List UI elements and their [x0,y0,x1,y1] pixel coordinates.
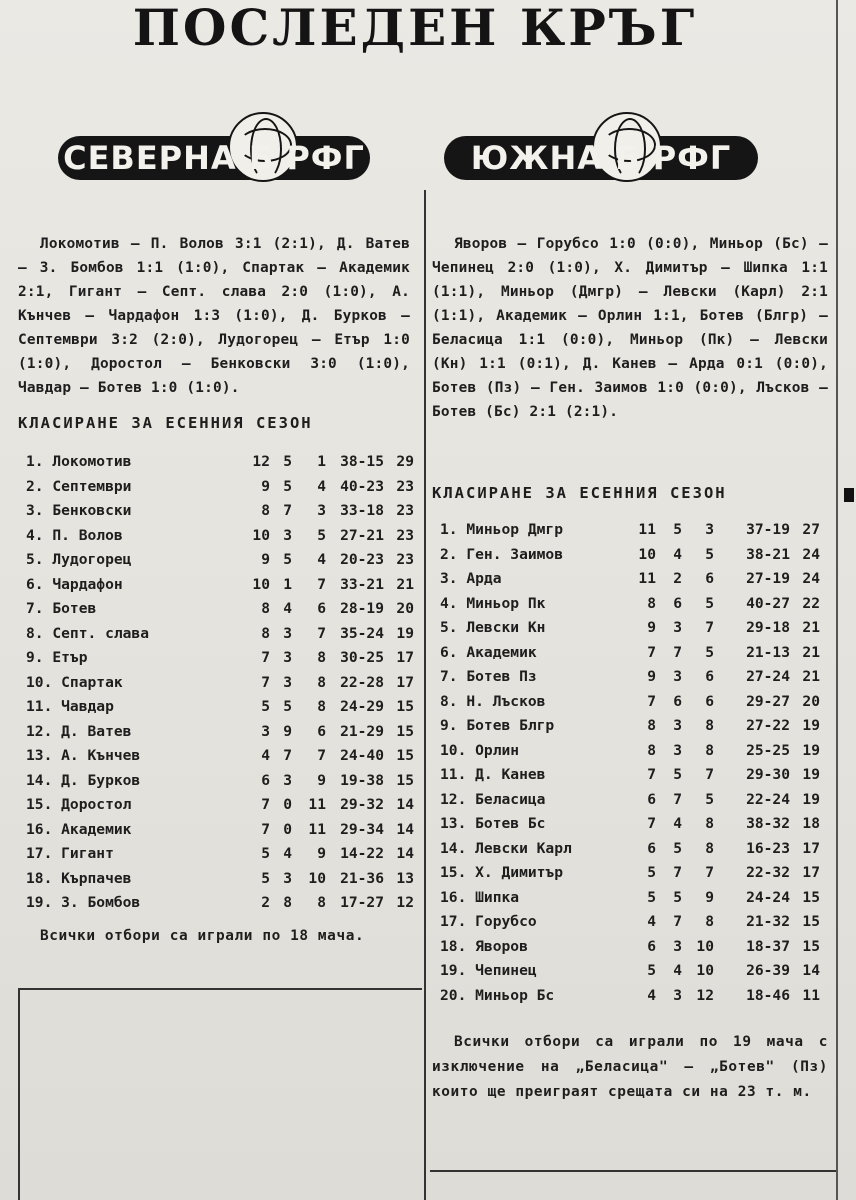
goal-ratio: 24-40 [340,747,384,764]
losses: 5 [705,545,714,563]
wins: 10 [638,545,656,563]
table-row [26,622,418,647]
goal-ratio: 29-27 [746,692,790,710]
table-row [26,597,418,622]
losses: 4 [317,551,326,568]
goal-ratio: 27-21 [340,526,384,544]
north-league-logo [58,112,370,184]
table-row [26,891,418,916]
points: 29 [396,453,414,470]
north-results-text: Локомотив — П. Волов 3:1 (2:1), Д. Ватев — З. Бомбов 1:1 (1:0), Спартак — Академик 2:1, Гигант — Септ. слава 2:0 (1:0), А. Кънчев — Чардафон 1:3 (1:0), Д. Бурков — Септември 3:2 (2:0), Лудогорец — Етър 1:0 (1:0), Доростол — Бенковски 3:0 (1:0), Чавдар — Ботев 1:0 (1:0). [18,236,410,396]
south-standings-title: КЛАСИРАНЕ ЗА ЕСЕННИЯ СЕЗОН [432,484,727,502]
goal-ratio: 37-19 [746,521,790,538]
points: 19 [802,717,820,734]
table-row [440,543,830,568]
north-results [18,232,410,400]
points: 14 [802,962,820,979]
draws: 3 [673,986,682,1004]
losses: 7 [705,766,714,783]
wins: 8 [647,594,656,612]
goal-ratio: 29-30 [746,766,790,783]
south-footnote [432,1030,828,1105]
wins: 7 [647,815,656,832]
points: 17 [802,864,820,881]
goal-ratio: 29-32 [340,796,384,813]
draws: 4 [673,962,682,979]
south-league-logo [444,112,758,184]
draws: 7 [673,864,682,881]
goal-ratio: 22-32 [746,864,790,881]
team-name: 3. Арда [440,570,502,587]
losses: 1 [317,453,326,470]
points: 21 [802,619,820,636]
margin-marker [844,488,854,502]
losses: 7 [705,864,714,881]
losses: 10 [696,937,714,955]
losses: 9 [317,845,326,862]
goal-ratio: 29-34 [340,820,384,838]
points: 14 [396,796,414,813]
table-row [440,935,830,960]
points: 18 [802,815,820,832]
wins: 12 [252,453,270,470]
team-name: 19. Чепинец [440,962,537,979]
goal-ratio: 19-38 [340,771,384,789]
wins: 8 [647,741,656,759]
losses: 5 [705,790,714,808]
table-row [26,450,418,475]
wins: 6 [647,839,656,857]
team-name: 9. Етър [26,649,88,666]
goal-ratio: 30-25 [340,649,384,666]
team-name: 12. Д. Ватев [26,722,132,740]
draws: 3 [283,673,292,691]
team-name: 2. Ген. Заимов [440,545,564,563]
table-row [440,861,830,886]
goal-ratio: 28-19 [340,600,384,617]
points: 23 [396,477,414,495]
table-row [440,714,830,739]
points: 24 [802,570,820,587]
draws: 3 [283,649,292,666]
losses: 3 [705,521,714,538]
losses: 7 [705,619,714,636]
table-row [26,769,418,794]
table-row [440,665,830,690]
losses: 6 [705,692,714,710]
losses: 12 [696,986,714,1004]
losses: 8 [705,717,714,734]
draws: 2 [673,570,682,587]
points: 15 [396,747,414,764]
goal-ratio: 29-18 [746,619,790,636]
wins: 8 [261,600,270,617]
table-row [440,592,830,617]
draws: 3 [283,869,292,887]
goal-ratio: 24-29 [340,698,384,715]
draws: 3 [673,741,682,759]
draws: 3 [283,624,292,642]
table-row [26,646,418,671]
team-name: 13. Ботев Бс [440,815,546,832]
goal-ratio: 40-27 [746,594,790,612]
wins: 7 [261,820,270,838]
points: 15 [802,913,820,930]
table-row [440,518,830,543]
points: 17 [802,839,820,857]
team-name: 12. Беласица [440,790,546,808]
south-results-text: Яворов — Горубсо 1:0 (0:0), Миньор (Бс) — Чепинец 2:0 (1:0), Х. Димитър — Шипка 1:1 (1:1), Миньор (Дмгр) — Левски (Карл) 2:1 (1:1), Академик — Орлин 1:1, Ботев (Блгр) — Беласица 1:1 (0:0), Миньор (Пк) — Левски (Кн) 1:1 (0:1), Д. Канев — Арда 0:1 (0:0), Ботев (Пз) — Ген. Заимов 1:0 (0:0), Лъсков — Ботев (Бс) 2:1 (2:1). [432,236,828,420]
goal-ratio: 21-32 [746,913,790,930]
team-name: 10. Спартак [26,673,123,691]
draws: 7 [673,790,682,808]
points: 21 [802,668,820,685]
wins: 5 [261,698,270,715]
wins: 10 [252,526,270,544]
team-name: 14. Д. Бурков [26,771,141,789]
wins: 8 [647,717,656,734]
points: 21 [802,643,820,661]
team-name: 1. Локомотив [26,453,132,470]
points: 20 [396,600,414,617]
team-name: 18. Яворов [440,937,528,955]
goal-ratio: 33-18 [340,502,384,519]
goal-ratio: 14-22 [340,845,384,862]
table-row [440,812,830,837]
draws: 7 [283,502,292,519]
losses: 6 [705,668,714,685]
draws: 4 [673,545,682,563]
draws: 6 [673,692,682,710]
points: 22 [802,594,820,612]
draws: 5 [283,698,292,715]
table-row [26,842,418,867]
losses: 8 [705,913,714,930]
table-row [26,573,418,598]
wins: 7 [647,692,656,710]
losses: 5 [317,526,326,544]
losses: 9 [317,771,326,789]
goal-ratio: 26-39 [746,962,790,979]
team-name: 8. Септ. слава [26,624,150,642]
team-name: 18. Кърпачев [26,869,132,887]
losses: 5 [705,594,714,612]
goal-ratio: 35-24 [340,624,384,642]
goal-ratio: 21-29 [340,722,384,740]
points: 19 [802,741,820,759]
points: 19 [802,790,820,808]
wins: 6 [647,790,656,808]
wins: 7 [261,796,270,813]
team-name: 11. Д. Канев [440,766,546,783]
losses: 9 [705,888,714,906]
team-name: 3. Бенковски [26,502,132,519]
wins: 7 [261,673,270,691]
goal-ratio: 40-23 [340,477,384,495]
losses: 7 [317,747,326,764]
bottom-left-box-rule [18,988,422,990]
table-row [440,959,830,984]
points: 14 [396,845,414,862]
team-name: 15. Доростол [26,796,132,813]
team-name: 16. Академик [26,820,132,838]
draws: 1 [283,575,292,593]
north-footnote-text: Всички отбори са играли по 18 мача. [40,928,365,944]
draws: 5 [283,551,292,568]
goal-ratio: 27-24 [746,668,790,685]
draws: 0 [283,820,292,838]
losses: 10 [696,962,714,979]
table-row [440,567,830,592]
points: 27 [802,521,820,538]
table-row [440,690,830,715]
draws: 3 [673,619,682,636]
wins: 3 [261,722,270,740]
wins: 4 [647,913,656,930]
wins: 4 [647,986,656,1004]
team-name: 11. Чавдар [26,698,114,715]
losses: 8 [317,698,326,715]
losses: 8 [705,741,714,759]
wins: 7 [647,766,656,783]
draws: 3 [673,717,682,734]
table-row [26,548,418,573]
goal-ratio: 18-37 [746,937,790,955]
points: 21 [396,575,414,593]
team-name: 8. Н. Лъсков [440,692,546,710]
draws: 3 [283,771,292,789]
points: 12 [396,894,414,911]
goal-ratio: 27-19 [746,570,790,587]
team-name: 1. Миньор Дмгр [440,521,564,538]
points: 13 [396,869,414,887]
south-standings-table [440,518,830,1008]
points: 14 [396,820,414,838]
table-row [26,475,418,500]
table-row [440,984,830,1009]
team-name: 10. Орлин [440,741,520,759]
wins: 6 [647,937,656,955]
losses: 11 [308,796,326,813]
points: 23 [396,502,414,519]
losses: 8 [317,673,326,691]
goal-ratio: 21-36 [340,869,384,887]
team-name: 4. П. Волов [26,526,123,544]
draws: 8 [283,894,292,911]
goal-ratio: 38-32 [746,815,790,832]
losses: 7 [317,624,326,642]
table-row [26,818,418,843]
wins: 11 [638,570,656,587]
table-row [440,837,830,862]
column-divider [424,190,426,1200]
goal-ratio: 22-28 [340,673,384,691]
draws: 5 [673,766,682,783]
team-name: 17. Гигант [26,845,114,862]
team-name: 2. Септември [26,477,132,495]
table-row [440,886,830,911]
goal-ratio: 38-21 [746,545,790,563]
team-name: 20. Миньор Бс [440,986,555,1004]
points: 15 [802,888,820,906]
table-row [26,695,418,720]
wins: 4 [261,747,270,764]
team-name: 13. А. Кънчев [26,747,141,764]
wins: 9 [647,619,656,636]
team-name: 17. Горубсо [440,913,537,930]
table-row [26,744,418,769]
wins: 6 [261,771,270,789]
points: 11 [802,986,820,1004]
points: 23 [396,526,414,544]
wins: 9 [647,668,656,685]
team-name: 6. Академик [440,643,537,661]
team-name: 9. Ботев Блгр [440,717,555,734]
goal-ratio: 25-25 [746,741,790,759]
draws: 4 [283,600,292,617]
wins: 7 [647,643,656,661]
goal-ratio: 22-24 [746,790,790,808]
team-name: 7. Ботев [26,600,97,617]
north-standings-title: КЛАСИРАНЕ ЗА ЕСЕННИЯ СЕЗОН [18,414,313,432]
points: 15 [396,771,414,789]
table-row [26,793,418,818]
table-row [26,499,418,524]
losses: 6 [317,722,326,740]
goal-ratio: 17-27 [340,894,384,911]
draws: 6 [673,594,682,612]
wins: 7 [261,649,270,666]
table-row [440,641,830,666]
table-row [26,867,418,892]
team-name: 15. Х. Димитър [440,864,564,881]
wins: 11 [638,521,656,538]
goal-ratio: 18-46 [746,986,790,1004]
goal-ratio: 24-24 [746,888,790,906]
team-name: 7. Ботев Пз [440,668,537,685]
draws: 7 [673,913,682,930]
goal-ratio: 38-15 [340,453,384,470]
south-results [432,232,828,424]
points: 19 [802,766,820,783]
bottom-left-box-side [18,988,20,1200]
points: 15 [802,937,820,955]
team-name: 19. З. Бомбов [26,894,141,911]
points: 20 [802,692,820,710]
south-footnote-text: Всички отбори са играли по 19 мача с изключение на „Беласица" — „Ботев" (Пз) които ще преиграят срещата си на 23 т. м. [432,1034,828,1100]
wins: 5 [261,869,270,887]
goal-ratio: 33-21 [340,575,384,593]
wins: 5 [647,864,656,881]
team-name: 14. Левски Карл [440,839,572,857]
table-row [26,720,418,745]
draws: 7 [283,747,292,764]
wins: 8 [261,624,270,642]
losses: 8 [317,894,326,911]
losses: 3 [317,502,326,519]
north-standings-table [26,450,418,916]
team-name: 5. Левски Кн [440,619,546,636]
wins: 9 [261,551,270,568]
losses: 6 [705,570,714,587]
table-row [26,524,418,549]
wins: 9 [261,477,270,495]
points: 15 [396,722,414,740]
goal-ratio: 20-23 [340,551,384,568]
draws: 9 [283,722,292,740]
south-league-logo-text: ЮЖНА Б РФГ [470,139,732,177]
draws: 7 [673,643,682,661]
table-row [440,910,830,935]
points: 17 [396,649,414,666]
losses: 7 [317,575,326,593]
losses: 5 [705,643,714,661]
draws: 5 [283,477,292,495]
table-row [440,739,830,764]
points: 24 [802,545,820,563]
draws: 5 [673,888,682,906]
points: 15 [396,698,414,715]
page-edge-divider [836,0,838,1200]
table-row [440,763,830,788]
draws: 4 [673,815,682,832]
goal-ratio: 16-23 [746,839,790,857]
losses: 6 [317,600,326,617]
goal-ratio: 21-13 [746,643,790,661]
losses: 8 [705,839,714,857]
losses: 4 [317,477,326,495]
north-footnote [18,924,414,949]
wins: 2 [261,894,270,911]
wins: 5 [647,888,656,906]
draws: 5 [673,521,682,538]
team-name: 16. Шипка [440,888,520,906]
losses: 8 [705,815,714,832]
draws: 5 [283,453,292,470]
page-headline: ПОСЛЕДЕН КРЪГ [132,0,698,57]
draws: 3 [283,526,292,544]
team-name: 6. Чардафон [26,575,123,593]
bottom-right-rule [430,1170,836,1172]
points: 23 [396,551,414,568]
losses: 10 [308,869,326,887]
losses: 11 [308,820,326,838]
wins: 8 [261,502,270,519]
points: 17 [396,673,414,691]
losses: 8 [317,649,326,666]
draws: 0 [283,796,292,813]
points: 19 [396,624,414,642]
table-row [440,616,830,641]
table-row [26,671,418,696]
team-name: 4. Миньор Пк [440,594,546,612]
table-row [440,788,830,813]
goal-ratio: 27-22 [746,717,790,734]
draws: 3 [673,937,682,955]
draws: 4 [283,845,292,862]
wins: 5 [261,845,270,862]
draws: 5 [673,839,682,857]
draws: 3 [673,668,682,685]
wins: 10 [252,575,270,593]
team-name: 5. Лудогорец [26,551,132,568]
wins: 5 [647,962,656,979]
north-league-logo-text: СЕВЕРНА Б РФГ [63,139,365,177]
